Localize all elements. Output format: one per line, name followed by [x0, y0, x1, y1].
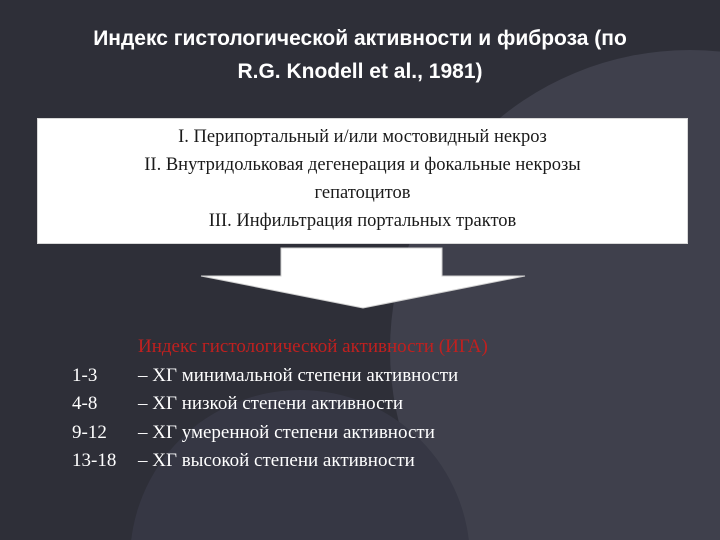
criterion-2: II. Внутридольковая дегенерация и фокальные некрозы [144, 155, 581, 175]
activity-row [72, 447, 672, 476]
activity-label: – ХГ минимальной степени активности [138, 364, 459, 386]
criterion-3: III. Инфильтрация портальных трактов [208, 211, 517, 231]
activity-label: – ХГ высокой степени активности [138, 450, 415, 471]
activity-heading: Индекс гистологической активности (ИГА) [138, 336, 488, 357]
activity-scale [72, 333, 672, 476]
activity-row [72, 390, 672, 419]
criteria-box [37, 118, 688, 244]
slide-title [0, 22, 720, 88]
slide-title-line-2: R.G. Knodell et al., 1981) [237, 60, 483, 83]
activity-range: 1-3 [72, 364, 98, 386]
slide-title-line-1: Индекс гистологической активности и фиброза (по [93, 27, 627, 50]
activity-label: – ХГ умеренной степени активности [138, 421, 435, 443]
criterion-2-continuation: гепатоцитов [314, 183, 411, 203]
activity-range: 13-18 [72, 450, 117, 471]
criterion-1: I. Перипортальный и/или мостовидный некроз [178, 127, 547, 147]
activity-label: – ХГ низкой степени активности [138, 393, 403, 414]
activity-range: 4-8 [72, 393, 98, 414]
activity-range: 9-12 [72, 421, 107, 443]
activity-row [72, 362, 672, 391]
activity-row [72, 419, 672, 448]
